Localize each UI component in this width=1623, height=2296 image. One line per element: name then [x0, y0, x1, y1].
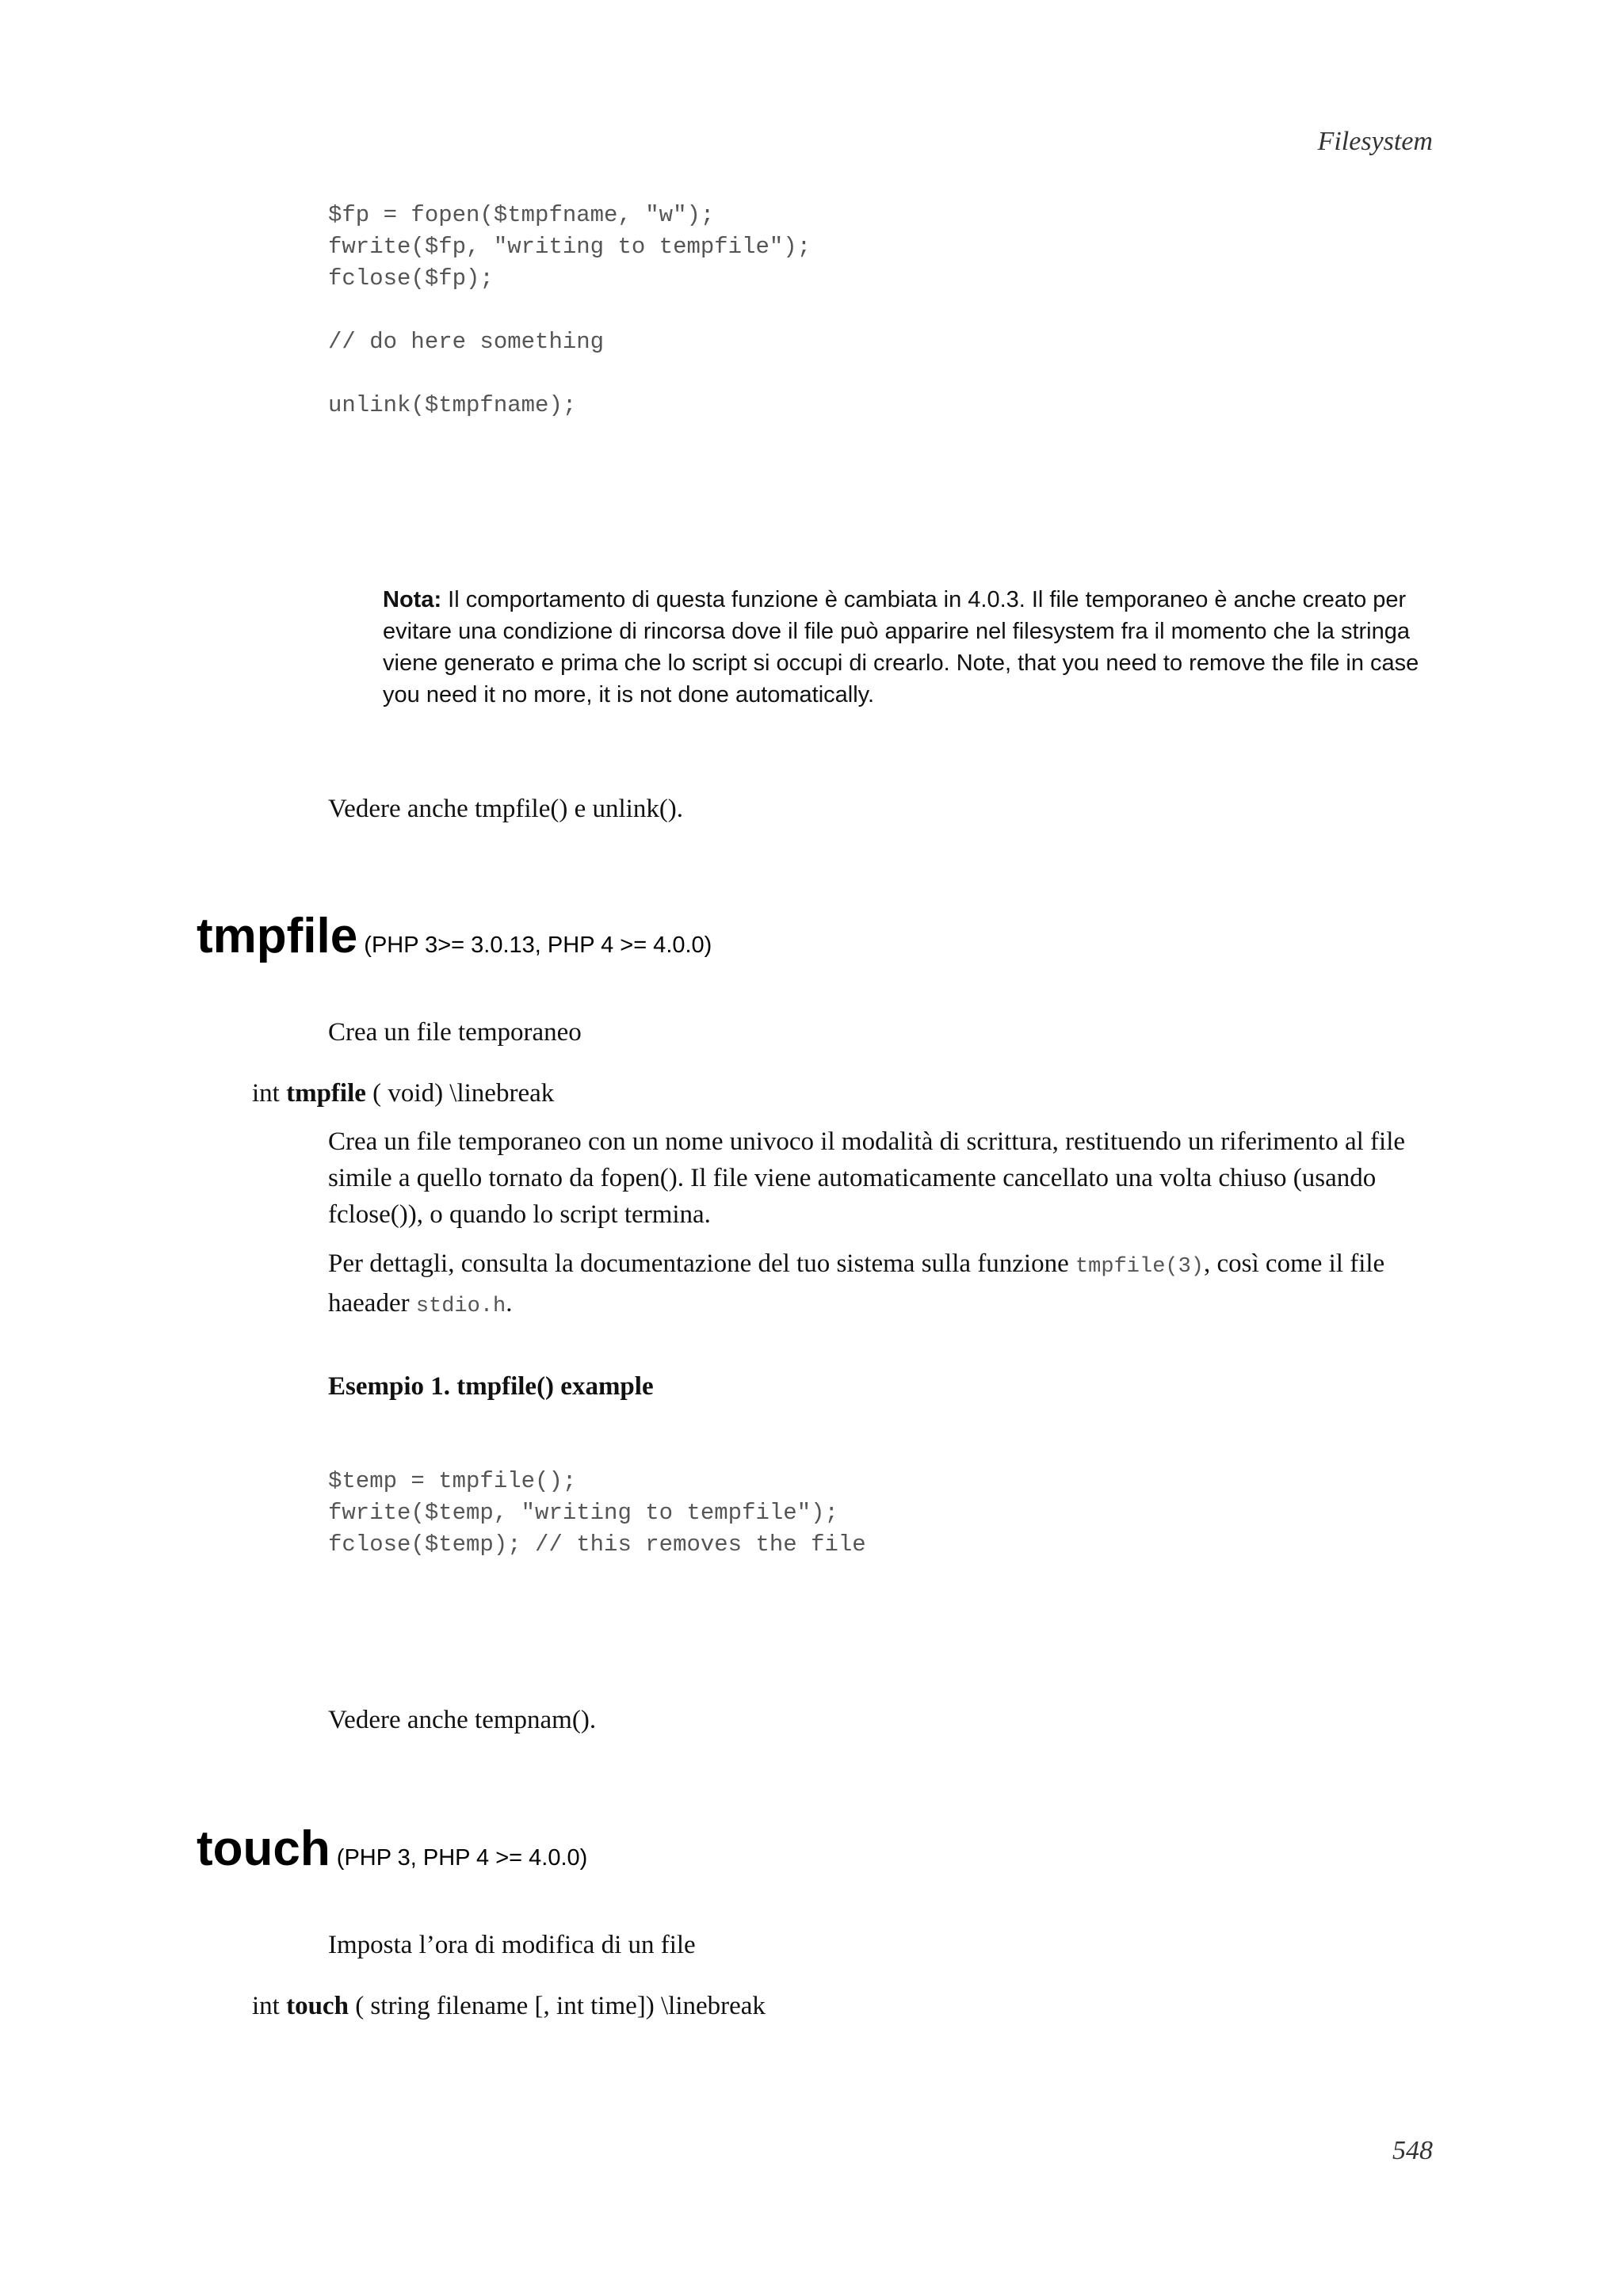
function-title-tmpfile	[197, 908, 712, 964]
example-title: Esempio 1. tmpfile() example	[328, 1372, 654, 1401]
function-description-tmpfile	[328, 1123, 1422, 1337]
function-title-touch	[197, 1821, 587, 1877]
function-purpose-tmpfile: Crea un file temporaneo	[328, 1018, 582, 1047]
function-synopsis-touch	[252, 1992, 766, 2021]
synopsis-args: ( string filename [, int time]) \linebreak	[348, 1992, 766, 2020]
function-purpose-touch: Imposta l’ora di modifica di un file	[328, 1931, 696, 1959]
code-block-tempnam: $fp = fopen($tmpfname, "w"); fwrite($fp, "writing to tempfile"); fclose($fp); // do here something unlink($tmpfname);	[328, 202, 812, 418]
function-name: touch	[197, 1821, 330, 1876]
function-version: (PHP 3, PHP 4 >= 4.0.0)	[330, 1845, 588, 1871]
description-paragraph: Per dettagli, consulta la documentazione del tuo sistema sulla funzione tmpfile(3), così come il file haeader stdio.h.	[328, 1249, 1385, 1318]
inline-code: stdio.h	[415, 1295, 506, 1318]
description-paragraph: Crea un file temporaneo con un nome univoco il modalità di scrittura, restituendo un riferimento al file simile a quello tornato da fopen(). Il file viene automaticamente cancellato una volta chiuso (usando fclose()), o quando lo script termina.	[328, 1127, 1406, 1229]
inline-code: tmpfile(3)	[1075, 1255, 1205, 1279]
code-block-tmpfile: $temp = tmpfile(); fwrite($temp, "writing to tempfile"); fclose($temp); // this removes the file	[328, 1468, 866, 1558]
synopsis-type: int	[252, 1079, 287, 1108]
function-synopsis-tmpfile	[252, 1079, 554, 1108]
synopsis-name: tmpfile	[286, 1079, 366, 1108]
synopsis-type: int	[252, 1992, 287, 2020]
function-name: tmpfile	[197, 909, 358, 963]
note-text: Il comportamento di questa funzione è cambiata in 4.0.3. Il file temporaneo è anche creato per evitare una condizione di rincorsa dove il file può apparire nel filesystem fra il momento che la stringa viene generato e prima che lo script si occupi di crearlo. Note, that you need to remove the file in case you need it no more, it is not done automatically.	[383, 587, 1419, 707]
see-also-tempnam: Vedere anche tmpfile() e unlink().	[328, 795, 684, 823]
see-also-tmpfile: Vedere anche tempnam().	[328, 1706, 597, 1734]
note-label: Nota:	[383, 587, 442, 612]
page-number: 548	[1392, 2136, 1433, 2165]
note-box	[383, 584, 1429, 711]
synopsis-args: ( void) \linebreak	[365, 1079, 555, 1108]
running-header: Filesystem	[1317, 127, 1433, 156]
synopsis-name: touch	[286, 1992, 349, 2020]
function-version: (PHP 3>= 3.0.13, PHP 4 >= 4.0.0)	[357, 933, 712, 958]
